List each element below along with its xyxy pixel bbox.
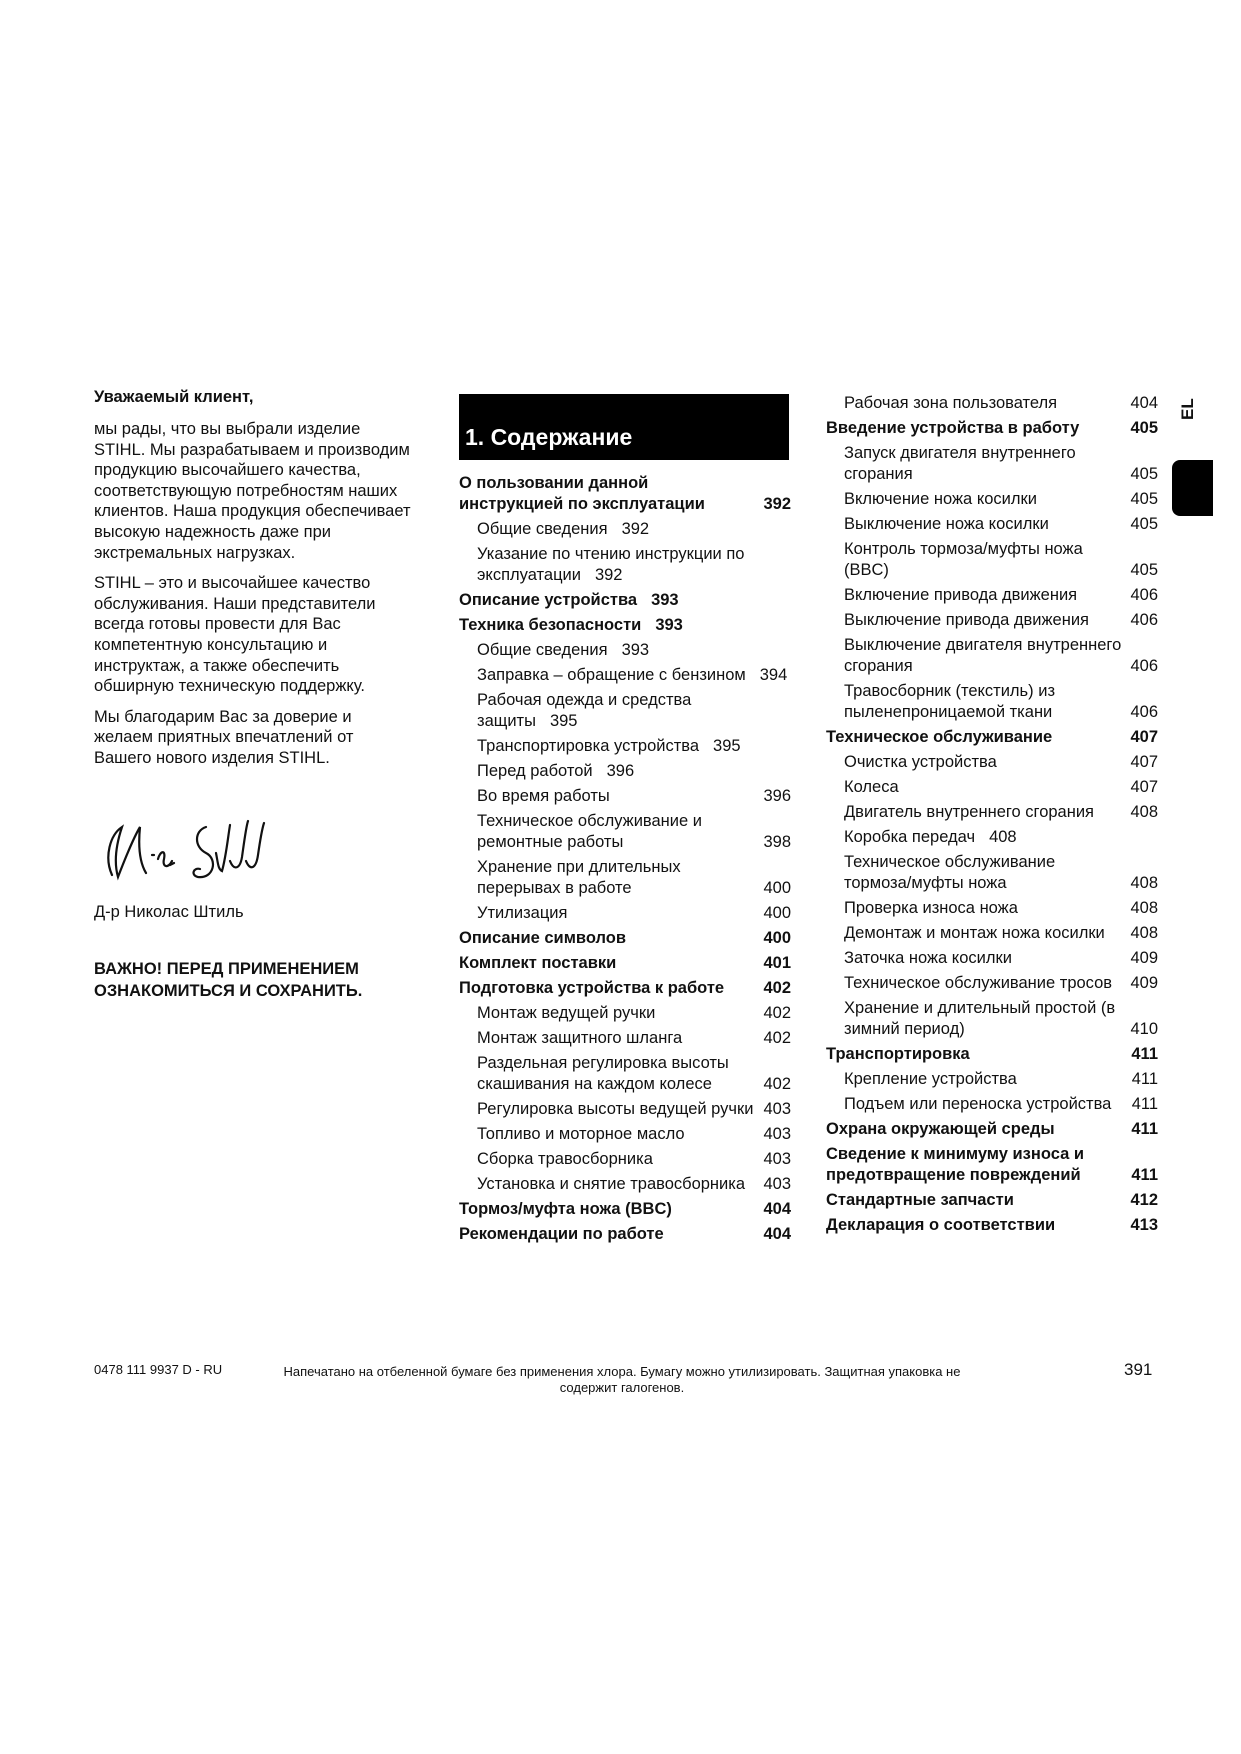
toc-entry-page: 405 [1130, 490, 1158, 508]
toc-entry[interactable] [826, 1190, 1158, 1211]
toc-entry-title: Крепление устройства [844, 1070, 1017, 1088]
toc-entry[interactable] [459, 1149, 791, 1170]
toc-entry[interactable] [826, 681, 1158, 723]
toc-entry-title: Перед работой 396 [477, 762, 635, 780]
toc-entry-page: 411 [1131, 1070, 1158, 1088]
toc-entry-title: Транспортировка устройства 395 [477, 737, 741, 755]
toc-entry-title: Включение привода движения [844, 586, 1078, 604]
toc-entry-page: 408 [1130, 899, 1158, 917]
toc-entry-title: Регулировка высоты ведущей ручки [477, 1100, 754, 1118]
language-tab-marker [1172, 460, 1213, 516]
toc-entry[interactable] [826, 1215, 1158, 1236]
toc-entry[interactable] [459, 640, 791, 661]
toc-entry-title: Охрана окружающей среды [826, 1120, 1055, 1138]
toc-entry-title: Описание символов [459, 929, 626, 947]
toc-entry-title: Колеса [844, 778, 899, 796]
toc-entry-page: 404 [763, 1225, 791, 1243]
toc-entry[interactable] [459, 903, 791, 924]
toc-column-2 [826, 393, 1158, 1240]
toc-entry-page: 395 [713, 737, 741, 755]
toc-entry-page: 396 [763, 787, 791, 805]
toc-entry-page: 409 [1130, 949, 1158, 967]
toc-entry-title: Топливо и моторное масло [477, 1125, 685, 1143]
toc-entry[interactable] [459, 590, 791, 611]
toc-entry[interactable] [826, 973, 1158, 994]
toc-entry-title: Рабочая одежда и средства защиты 395 [477, 691, 692, 730]
toc-entry-page: 403 [763, 1125, 791, 1143]
intro-paragraph: Мы благодарим Вас за доверие и желаем приятных впечатлений от Вашего нового изделия STIHL. [94, 707, 354, 767]
intro-paragraph: мы рады, что вы выбрали изделие STIHL. Мы разрабатываем и производим продукцию высочайшего качества, соответствующую потребностям наших клиентов. Наша продукция обеспечивает высокую надежность даже при экстремальных нагрузках. [94, 420, 411, 562]
toc-entry-page: 409 [1130, 974, 1158, 992]
toc-entry-page: 392 [763, 495, 791, 513]
toc-entry[interactable] [826, 539, 1158, 581]
toc-entry-page: 405 [1130, 419, 1158, 437]
toc-entry[interactable] [826, 489, 1158, 510]
toc-entry-page: 404 [763, 1200, 791, 1218]
toc-entry-page: 395 [549, 712, 578, 730]
toc-entry[interactable] [459, 761, 791, 782]
toc-entry[interactable] [459, 928, 791, 949]
toc-entry-title: Выключение привода движения [844, 611, 1089, 629]
toc-entry[interactable] [459, 953, 791, 974]
toc-entry[interactable] [826, 898, 1158, 919]
toc-entry-title: Указание по чтению инструкции по эксплуатации 392 [477, 545, 745, 584]
toc-entry-page: 405 [1130, 515, 1158, 533]
toc-entry-title: Хранение при длительных перерывах в работе [477, 858, 681, 897]
toc-entry[interactable] [826, 802, 1158, 823]
toc-entry[interactable] [826, 393, 1158, 414]
toc-entry[interactable] [459, 857, 791, 899]
toc-entry-title: Комплект поставки [459, 954, 617, 972]
toc-entry-title: Техническое обслуживание тормоза/муфты ножа [844, 853, 1056, 892]
toc-entry-title: Введение устройства в работу [826, 419, 1080, 437]
toc-entry[interactable] [459, 736, 791, 757]
toc-entry[interactable] [826, 777, 1158, 798]
toc-entry-title: Утилизация [477, 904, 568, 922]
toc-entry[interactable] [826, 610, 1158, 631]
toc-entry[interactable] [459, 978, 791, 999]
toc-entry[interactable] [459, 544, 791, 586]
toc-entry[interactable] [459, 665, 791, 686]
toc-entry-title: Рабочая зона пользователя [844, 394, 1058, 412]
toc-entry-title: Запуск двигателя внутреннего сгорания [844, 444, 1076, 483]
signer-name: Д-р Николас Штиль [94, 902, 244, 921]
toc-entry-page: 402 [763, 1029, 791, 1047]
toc-entry-page: 411 [1131, 1095, 1158, 1113]
toc-entry-title: Сборка травосборника [477, 1150, 653, 1168]
toc-entry-page: 405 [1130, 465, 1158, 483]
toc-entry-title: Проверка износа ножа [844, 899, 1018, 917]
toc-entry-page: 400 [763, 904, 791, 922]
toc-entry-page: 393 [655, 616, 683, 634]
toc-entry[interactable] [459, 1224, 791, 1245]
toc-entry-title: Подготовка устройства к работе [459, 979, 725, 997]
toc-entry-page: 407 [1130, 728, 1158, 746]
toc-entry-page: 392 [621, 520, 650, 538]
toc-entry-title: Монтаж защитного шланга [477, 1029, 683, 1047]
toc-entry[interactable] [826, 1044, 1158, 1065]
toc-entry-page: 398 [763, 833, 791, 851]
toc-entry-title: Двигатель внутреннего сгорания [844, 803, 1094, 821]
toc-entry-page: 394 [759, 666, 788, 684]
toc-entry[interactable] [459, 786, 791, 807]
toc-entry-page: 407 [1130, 778, 1158, 796]
toc-entry-title: Общие сведения 392 [477, 520, 650, 538]
toc-entry[interactable] [459, 1199, 791, 1220]
toc-entry-title: Техника безопасности 393 [459, 616, 683, 634]
toc-entry-page: 402 [763, 979, 791, 997]
page-number: 391 [1124, 1360, 1153, 1379]
toc-entry-page: 406 [1130, 703, 1158, 721]
toc-entry[interactable] [459, 473, 791, 515]
toc-entry-title: Общие сведения 393 [477, 641, 650, 659]
document-code: 0478 111 9937 D - RU [94, 1362, 223, 1377]
toc-entry-page: 406 [1130, 611, 1158, 629]
toc-entry[interactable] [826, 585, 1158, 606]
toc-entry-page: 408 [1130, 874, 1158, 892]
toc-entry-title: Техническое обслуживание [826, 728, 1053, 746]
toc-entry-page: 410 [1130, 1020, 1158, 1038]
toc-entry[interactable] [826, 727, 1158, 748]
toc-entry-page: 403 [763, 1150, 791, 1168]
toc-entry[interactable] [459, 1124, 791, 1145]
toc-entry[interactable] [826, 948, 1158, 969]
toc-entry[interactable] [459, 1053, 791, 1095]
toc-entry-title: Описание устройства 393 [459, 591, 679, 609]
toc-entry-page: 403 [763, 1100, 791, 1118]
toc-entry[interactable] [826, 1094, 1158, 1115]
toc-entry-page: 411 [1131, 1166, 1158, 1184]
toc-entry[interactable] [826, 514, 1158, 535]
toc-entry[interactable] [459, 690, 791, 732]
toc-entry-title: Во время работы [477, 787, 610, 805]
footer-note: Напечатано на отбеленной бумаге без применения хлора. Бумагу можно утилизировать. Защитная упаковка не содержит галогенов. [283, 1364, 961, 1395]
toc-entry[interactable] [459, 1099, 791, 1120]
toc-entry[interactable] [459, 811, 791, 853]
toc-entry-page: 405 [1130, 561, 1158, 579]
toc-entry[interactable] [459, 519, 791, 540]
toc-entry-page: 404 [1130, 394, 1158, 412]
toc-entry-page: 407 [1130, 753, 1158, 771]
toc-entry-title: Стандартные запчасти [826, 1191, 1014, 1209]
toc-entry-page: 406 [1130, 586, 1158, 604]
toc-entry-title: Подъем или переноска устройства [844, 1095, 1112, 1113]
intro-letter [94, 388, 414, 1002]
toc-entry-title: Установка и снятие травосборника [477, 1175, 746, 1193]
toc-entry-title: Контроль тормоза/муфты ножа (BBC) [844, 540, 1083, 579]
toc-title-bar [459, 394, 789, 460]
toc-entry-title: Коробка передач 408 [844, 828, 1017, 846]
toc-entry-title: Очистка устройства [844, 753, 997, 771]
toc-entry-page: 400 [763, 929, 791, 947]
toc-entry[interactable] [826, 827, 1158, 848]
toc-entry[interactable] [826, 752, 1158, 773]
toc-entry[interactable] [826, 1069, 1158, 1090]
toc-entry[interactable] [826, 1119, 1158, 1140]
toc-entry[interactable] [826, 923, 1158, 944]
toc-entry[interactable] [826, 852, 1158, 894]
toc-entry-page: 413 [1130, 1216, 1158, 1234]
toc-entry[interactable] [459, 1174, 791, 1195]
toc-entry-title: О пользовании данной инструкцией по эксплуатации [459, 474, 705, 513]
toc-entry-title: Техническое обслуживание тросов [844, 974, 1113, 992]
toc-entry-title: Хранение и длительный простой (в зимний период) [844, 999, 1116, 1038]
toc-entry-page: 393 [621, 641, 650, 659]
toc-entry-page: 408 [1130, 803, 1158, 821]
toc-entry-page: 401 [763, 954, 791, 972]
toc-entry-page: 403 [763, 1175, 791, 1193]
toc-entry-title: Сведение к минимуму износа и предотвращение повреждений [826, 1145, 1084, 1184]
important-notice: ВАЖНО! ПЕРЕД ПРИМЕНЕНИЕМ ОЗНАКОМИТЬСЯ И СОХРАНИТЬ. [94, 959, 363, 1000]
toc-entry[interactable] [826, 1144, 1158, 1186]
toc-entry-title: Декларация о соответствии [826, 1216, 1056, 1234]
toc-entry-page: 412 [1130, 1191, 1158, 1209]
toc-entry[interactable] [826, 418, 1158, 439]
language-label: EL [1178, 398, 1197, 420]
toc-entry-page: 402 [763, 1075, 791, 1093]
toc-entry-page: 392 [594, 566, 623, 584]
toc-entry[interactable] [459, 1028, 791, 1049]
toc-entry-page: 408 [989, 828, 1017, 846]
intro-paragraph: STIHL – это и высочайшее качество обслуживания. Наши представители всегда готовы провести для Вас компетентную консультацию и инструктаж, а также обеспечить обширную техническую поддержку. [94, 574, 376, 696]
toc-entry-title: Монтаж ведущей ручки [477, 1004, 656, 1022]
signature-image [94, 797, 274, 897]
toc-entry-page: 396 [606, 762, 635, 780]
toc-entry-title: Техническое обслуживание и ремонтные работы [477, 812, 702, 851]
greeting: Уважаемый клиент, [94, 388, 254, 406]
toc-title: 1. Содержание [465, 424, 633, 450]
toc-entry-title: Выключение двигателя внутреннего сгорания [844, 636, 1122, 675]
toc-entry-title: Выключение ножа косилки [844, 515, 1049, 533]
toc-entry-title: Раздельная регулировка высоты скашивания на каждом колесе [477, 1054, 729, 1093]
toc-entry-page: 402 [763, 1004, 791, 1022]
toc-entry-title: Травосборник (текстиль) из пыленепроницаемой ткани [844, 682, 1056, 721]
toc-entry[interactable] [459, 1003, 791, 1024]
toc-entry-page: 411 [1131, 1120, 1158, 1138]
toc-entry-title: Транспортировка [826, 1045, 970, 1063]
toc-entry[interactable] [459, 615, 791, 636]
toc-entry-title: Заточка ножа косилки [844, 949, 1012, 967]
toc-entry[interactable] [826, 443, 1158, 485]
toc-entry-page: 406 [1130, 657, 1158, 675]
toc-column-1 [459, 473, 791, 1249]
toc-entry-page: 408 [1130, 924, 1158, 942]
toc-entry-page: 400 [763, 879, 791, 897]
toc-entry-title: Заправка – обращение с бензином 394 [477, 666, 788, 684]
toc-entry[interactable] [826, 998, 1158, 1040]
toc-entry[interactable] [826, 635, 1158, 677]
toc-entry-title: Рекомендации по работе [459, 1225, 664, 1243]
toc-entry-title: Тормоз/муфта ножа (BBC) [459, 1200, 672, 1218]
toc-entry-page: 411 [1131, 1045, 1158, 1063]
toc-entry-title: Демонтаж и монтаж ножа косилки [844, 924, 1105, 942]
toc-entry-page: 393 [651, 591, 679, 609]
toc-entry-title: Включение ножа косилки [844, 490, 1037, 508]
